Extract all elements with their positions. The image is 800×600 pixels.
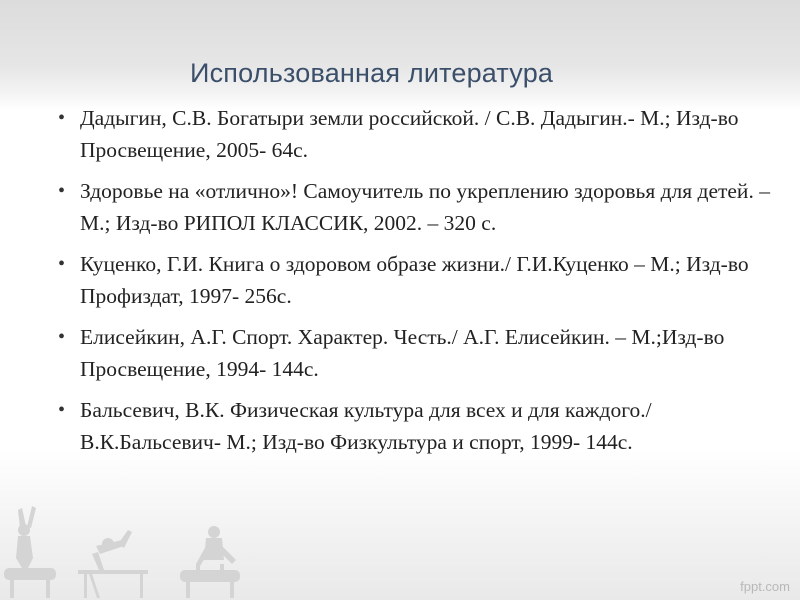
bullet-icon: • [58,326,66,348]
reference-text: Бальсевич, В.К. Физическая культура для всех и для каждого./ В.К.Бальсевич- М.; Изд-во Физкультура и спорт, 1999- 144с. [80,398,652,454]
reference-text: Дадыгин, С.В. Богатыри земли российской. / С.В. Дадыгин.- М.; Изд-во Просвещение, 2005- 64с. [80,106,739,162]
pommel-horse-left-icon [4,568,56,580]
bullet-icon: • [58,107,66,129]
reference-item [58,248,778,312]
reference-list [58,102,778,467]
header-background [0,0,800,110]
reference-item [58,394,778,458]
bullet-icon: • [58,180,66,202]
watermark: fppt.com [740,579,790,594]
gymnastics-silhouettes [0,470,320,600]
reference-item [58,175,778,239]
reference-text: Куценко, Г.И. Книга о здоровом образе жизни./ Г.И.Куценко – М.; Изд-во Профиздат, 1997- 256с. [80,252,749,308]
reference-text: Елисейкин, А.Г. Спорт. Характер. Честь./ А.Г. Елисейкин. – М.;Изд-во Просвещение, 1994- 144с. [80,325,725,381]
reference-item [58,102,778,166]
parallel-bars-icon [78,570,148,574]
bullet-icon: • [58,253,66,275]
bullet-icon: • [58,399,66,421]
reference-item [58,321,778,385]
reference-text: Здоровье на «отлично»! Самоучитель по укреплению здоровья для детей. – М.; Изд-во РИПОЛ КЛАССИК, 2002. – 320 с. [80,179,770,235]
slide-title: Использованная литература [190,58,554,88]
gymnast-horse-icon [208,526,220,538]
pommel-horse-right-icon [180,570,240,582]
